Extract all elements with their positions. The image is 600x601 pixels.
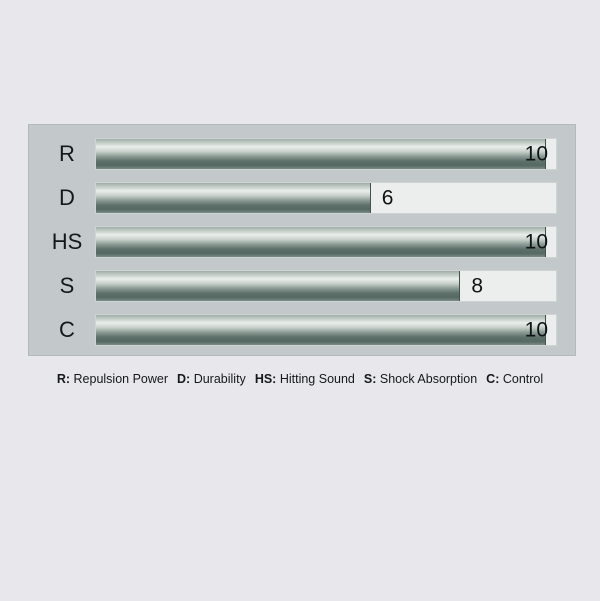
bar-value-d: 6: [381, 186, 394, 210]
legend-abbr-s: S:: [363, 372, 377, 386]
legend-item-hs: [255, 372, 355, 386]
bar-label-hs: HS: [51, 229, 83, 254]
chart-legend: [0, 372, 600, 386]
bar-fill-r: [96, 139, 546, 169]
table-row: [43, 181, 557, 215]
legend-label-s: Shock Absorption: [379, 372, 478, 386]
table-row: [43, 225, 557, 259]
legend-abbr-r: R:: [56, 372, 71, 386]
bar-value-hs: 10: [524, 230, 548, 254]
bar-value-c: 10: [524, 318, 548, 342]
legend-item-r: [57, 372, 168, 386]
spec-bar-chart-panel: [28, 124, 576, 356]
bar-track-r: [95, 138, 557, 170]
legend-label-d: Durability: [193, 372, 246, 386]
bar-track-d: [95, 182, 557, 214]
bar-track-c: [95, 314, 557, 346]
legend-label-hs: Hitting Sound: [279, 372, 355, 386]
table-row: [43, 313, 557, 347]
legend-label-c: Control: [502, 372, 544, 386]
legend-label-r: Repulsion Power: [73, 372, 169, 386]
bar-track-hs: [95, 226, 557, 258]
bar-fill-d: [96, 183, 371, 213]
bar-value-r: 10: [524, 142, 548, 166]
legend-abbr-d: D:: [177, 372, 191, 386]
bar-label-s: S: [59, 273, 75, 298]
bar-track-s: [95, 270, 557, 302]
bar-fill-hs: [96, 227, 546, 257]
table-row: [43, 137, 557, 171]
legend-item-c: [486, 372, 543, 386]
bar-label-r: R: [59, 141, 75, 166]
table-row: [43, 269, 557, 303]
bar-fill-s: [96, 271, 460, 301]
legend-abbr-hs: HS:: [254, 372, 277, 386]
legend-item-d: [177, 372, 246, 386]
bar-fill-c: [96, 315, 546, 345]
legend-abbr-c: C:: [486, 372, 500, 386]
bar-value-s: 8: [471, 274, 484, 298]
bar-label-d: D: [59, 185, 75, 210]
legend-item-s: [364, 372, 477, 386]
bar-label-c: C: [59, 317, 75, 342]
